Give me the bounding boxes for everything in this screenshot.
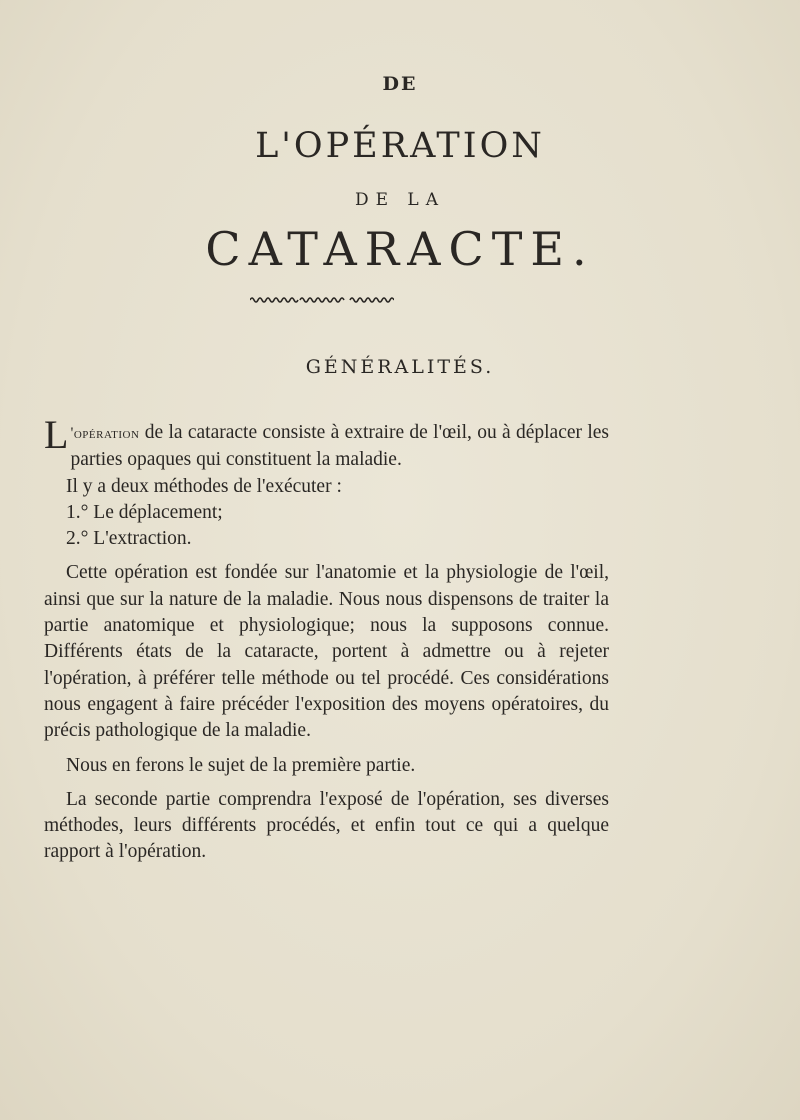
paragraph-1 [44,412,609,474]
paragraph-1-text: de la cataracte consiste à extraire de l'œil, ou à déplacer les parties opaques qui constituent la maladie. [70,422,609,471]
title-operation: L'OPÉRATION [255,126,545,166]
small-caps-lead: 'opération [70,425,140,442]
section-heading: GÉNÉRALITÉS. [305,356,495,378]
list-item-2: 2.° L'extraction. [66,528,192,550]
paragraph-5: La seconde partie comprendra l'exposé de l'opération, ses diverses méthodes, leurs différents procédés, et enfin tout ce qui a quelque rapport à l'opération. [44,788,609,863]
body-text [44,412,609,866]
paragraph-4: Nous en ferons le sujet de la première partie. [66,754,416,776]
list-item-1: 1.° Le déplacement; [66,501,223,523]
drop-cap: L [44,412,69,457]
paragraph-3: Cette opération est fondée sur l'anatomie et la physiologie de l'œil, ainsi que sur la nature de la maladie. Nous nous dispensons de traiter la partie anatomique et physiologique; nous la supposons connue. Différents états de la cataracte, portent à admettre ou à rejeter l'opération, à préférer telle méthode ou tel procédé. Ces considérations nous engagent à faire précéder l'exposition des moyens opératoires, du précis pathologique de la maladie. [44,562,609,742]
title-cataracte: CATARACTE. [205,222,595,276]
paragraph-2: Il y a deux méthodes de l'exécuter : [66,475,342,497]
title-de-la: DE LA [354,190,445,210]
wavy-ornament-divider [250,296,394,304]
title-de: DE [382,73,418,95]
